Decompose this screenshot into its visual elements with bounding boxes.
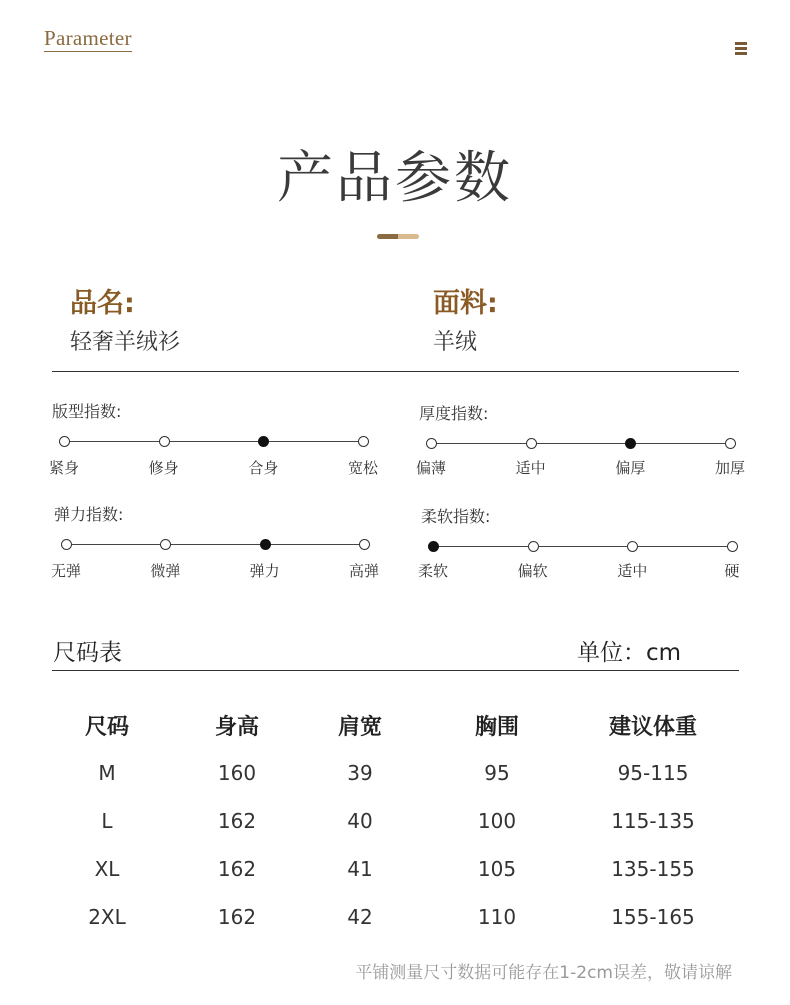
scale-title: 厚度指数: xyxy=(419,404,489,423)
table-cell: 95-115 xyxy=(617,761,689,785)
scale-dot xyxy=(426,438,437,449)
product-name-value: 轻奢羊绒衫 xyxy=(70,330,181,355)
scale-tick-label: 无弹 xyxy=(50,562,81,580)
table-cell: 135-155 xyxy=(611,857,695,881)
table-header-cell: 尺码 xyxy=(84,715,129,740)
scale-tick-label: 适中 xyxy=(515,459,546,477)
scale-tick-label: 适中 xyxy=(617,562,648,580)
scale-track xyxy=(64,441,363,442)
scale-tick-label: 偏厚 xyxy=(615,459,646,477)
scale-dot xyxy=(59,436,70,447)
scale-tick-label: 紧身 xyxy=(48,459,79,477)
scale-tick-label: 偏软 xyxy=(517,562,548,580)
scale-dot-selected xyxy=(428,541,439,552)
material-value: 羊绒 xyxy=(433,330,478,355)
info-divider xyxy=(52,371,739,372)
scale-track xyxy=(433,546,732,547)
table-cell: 162 xyxy=(217,905,257,929)
scale-title: 柔软指数: xyxy=(421,507,491,526)
scale-track xyxy=(431,443,730,444)
material-label: 面料: xyxy=(433,288,498,319)
page-title: 产品参数 xyxy=(277,146,513,211)
table-cell: XL xyxy=(94,857,120,881)
table-cell: 39 xyxy=(347,761,373,785)
table-cell: 42 xyxy=(347,905,373,929)
product-name-label: 品名: xyxy=(70,288,135,319)
scale-dot xyxy=(159,436,170,447)
scale-track xyxy=(66,544,364,545)
scale-tick-label: 加厚 xyxy=(714,459,745,477)
scale-tick-label: 微弹 xyxy=(150,562,181,580)
scale-dot xyxy=(727,541,738,552)
scale-dot-selected xyxy=(625,438,636,449)
size-table-title: 尺码表 xyxy=(53,640,122,666)
scale-dot xyxy=(725,438,736,449)
table-cell: L xyxy=(101,809,113,833)
table-cell: 105 xyxy=(477,857,517,881)
table-header-cell: 建议体重 xyxy=(608,715,697,740)
table-cell: 110 xyxy=(477,905,517,929)
scale-tick-label: 高弹 xyxy=(348,562,379,580)
scale-tick-label: 柔软 xyxy=(417,562,448,580)
measurement-note: 平铺测量尺寸数据可能存在1-2cm误差，敬请谅解 xyxy=(355,963,732,983)
table-cell: 162 xyxy=(217,809,257,833)
scale-tick-label: 修身 xyxy=(148,459,179,477)
scale-dot-selected xyxy=(260,539,271,550)
scale-title: 弹力指数: xyxy=(54,505,124,524)
table-cell: 162 xyxy=(217,857,257,881)
scale-tick-label: 偏薄 xyxy=(415,459,446,477)
table-cell: 115-135 xyxy=(611,809,695,833)
scale-title: 版型指数: xyxy=(52,402,122,421)
size-table-divider xyxy=(52,670,739,671)
table-header-cell: 肩宽 xyxy=(337,715,382,740)
scale-dot xyxy=(358,436,369,447)
scale-dot xyxy=(627,541,638,552)
title-underline xyxy=(377,234,419,239)
table-cell: 155-165 xyxy=(611,905,695,929)
table-cell: 41 xyxy=(347,857,373,881)
table-cell: 100 xyxy=(477,809,517,833)
scale-tick-label: 合身 xyxy=(248,459,279,477)
table-header-cell: 身高 xyxy=(214,715,259,740)
scale-dot xyxy=(359,539,370,550)
table-cell: 2XL xyxy=(88,905,126,929)
table-cell: 95 xyxy=(484,761,510,785)
scale-dot xyxy=(526,438,537,449)
scale-tick-label: 宽松 xyxy=(347,459,378,477)
table-cell: 160 xyxy=(217,761,257,785)
brand-logo-text: Parameter xyxy=(44,26,132,50)
scale-dot xyxy=(61,539,72,550)
scale-dot xyxy=(528,541,539,552)
table-cell: 40 xyxy=(347,809,373,833)
table-header-cell: 胸围 xyxy=(474,715,519,740)
table-cell: M xyxy=(98,761,116,785)
size-table-unit: 单位：cm xyxy=(577,640,682,666)
scale-tick-label: 弹力 xyxy=(249,562,280,580)
scale-tick-label: 硬 xyxy=(724,562,740,580)
menu-icon[interactable] xyxy=(735,42,747,56)
scale-dot xyxy=(160,539,171,550)
scale-dot-selected xyxy=(258,436,269,447)
